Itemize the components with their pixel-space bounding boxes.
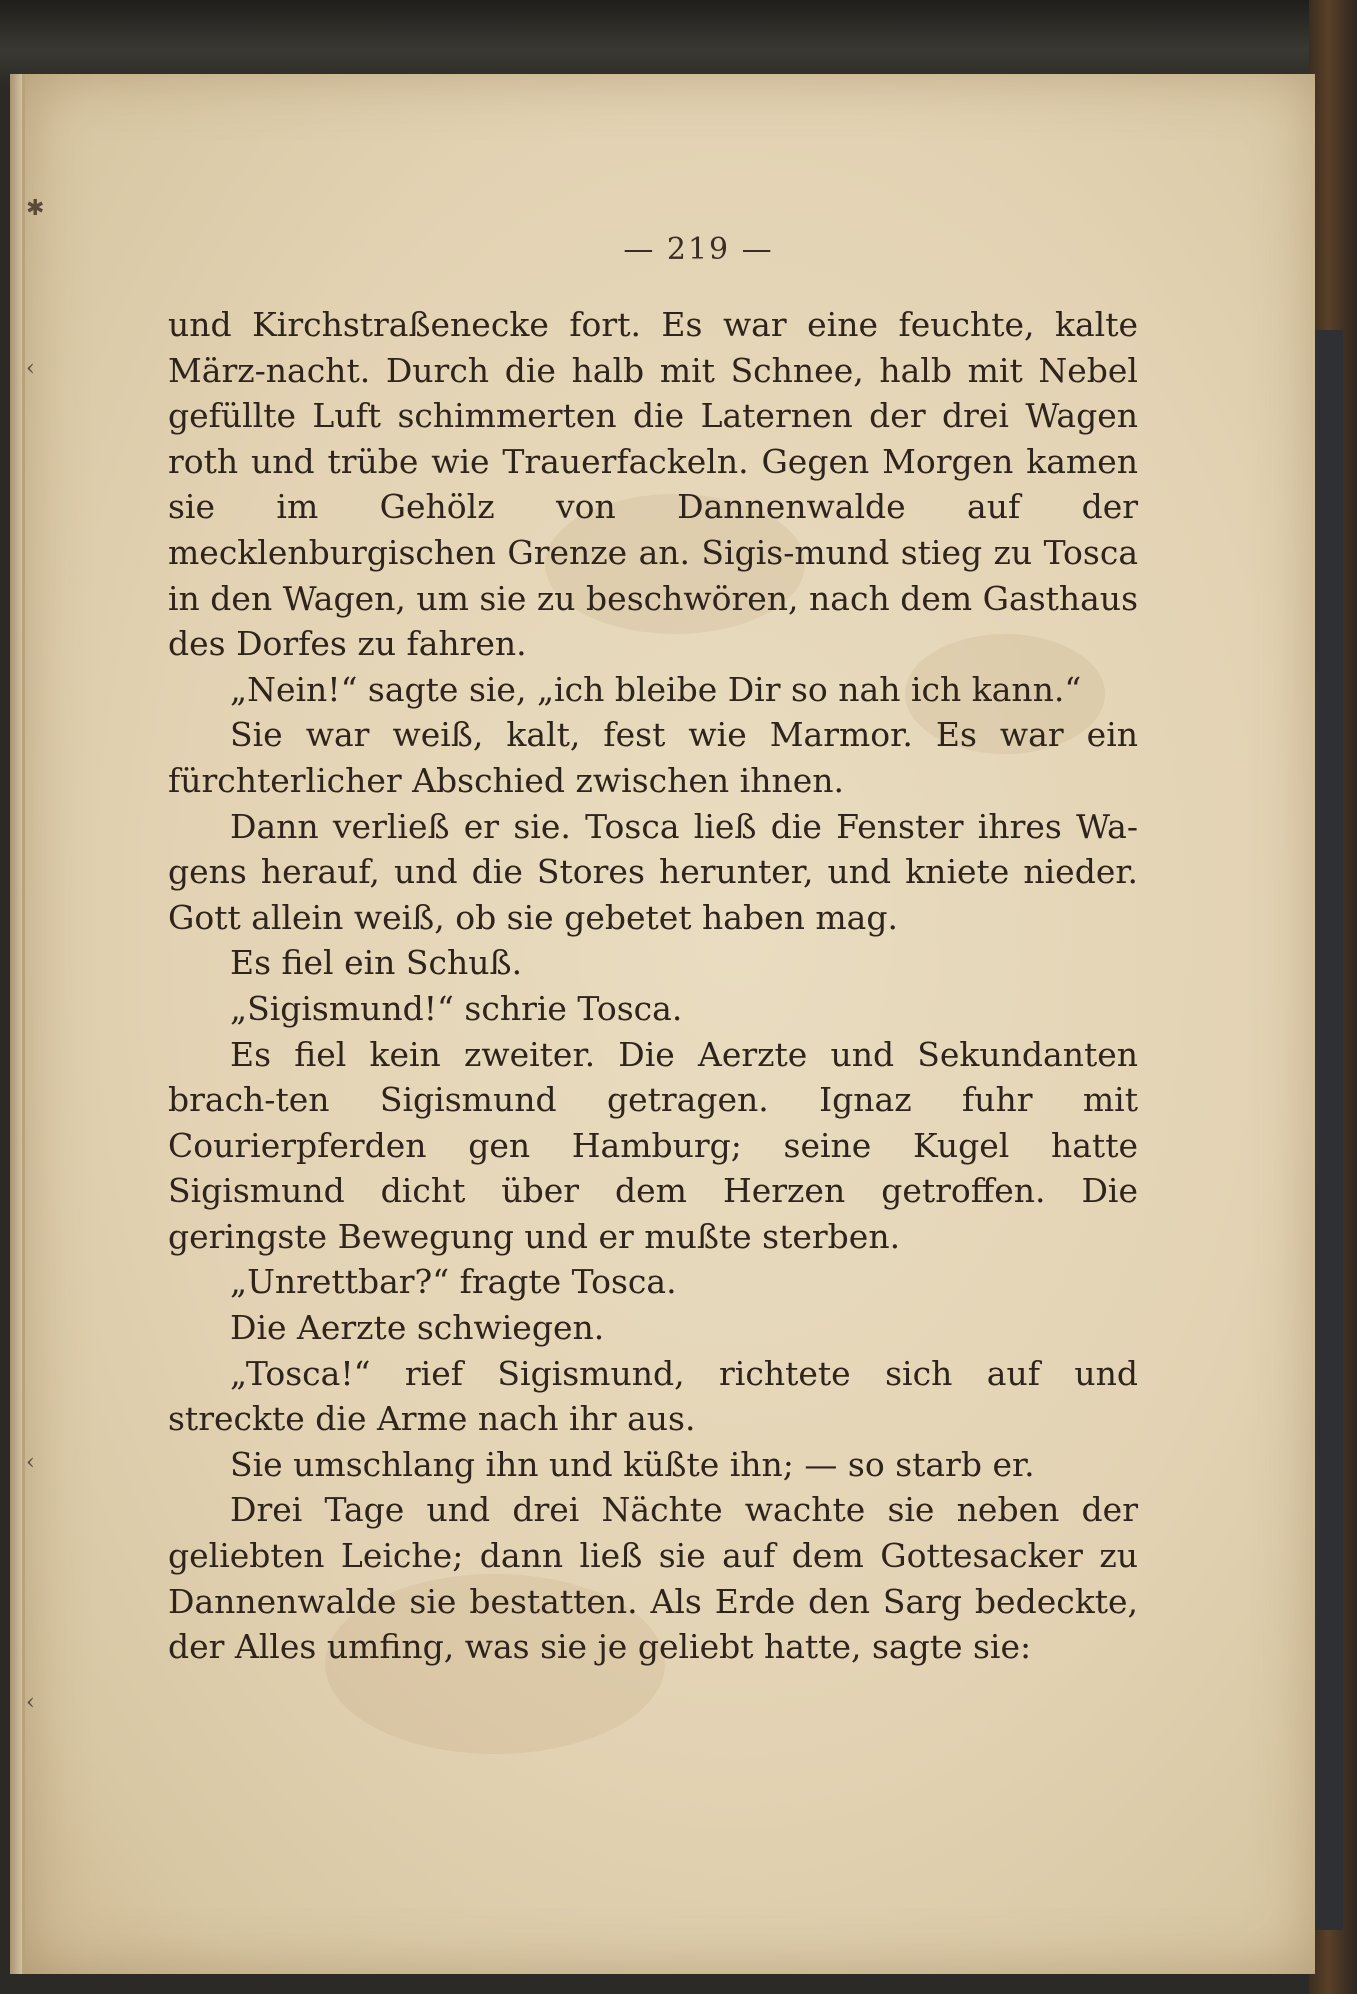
- paragraph: Sie umschlang ihn und küßte ihn; — so starb er.: [230, 1444, 1035, 1484]
- paragraph: Sie war weiß, kalt, fest wie Marmor. Es war ein fürchterlicher Abschied zwischen ihnen.: [168, 715, 1138, 800]
- paragraph: Es fiel kein zweiter. Die Aerzte und Sekundanten brach-ten Sigismund getragen. Ignaz fuhr mit Courierpferden gen Hamburg; seine Kugel hatte Sigismund dicht über dem Herzen getroffen. Die geringste Bewegung und er mußte sterben.: [168, 1034, 1138, 1256]
- paragraph: Dann verließ er sie. Tosca ließ die Fenster ihres Wa-gens herauf, und die Stores herunter, und kniete nieder. Gott allein weiß, ob sie gebetet haben mag.: [168, 806, 1138, 937]
- book-cover-edge: [1309, 0, 1357, 1994]
- margin-mark: ‹: [26, 1450, 35, 1475]
- page-number: — 219 —: [623, 232, 774, 267]
- cover-cloth: [1315, 330, 1343, 1930]
- margin-mark: ‹: [26, 1690, 35, 1715]
- margin-mark: ‹: [26, 356, 35, 381]
- paragraph: „Tosca!“ rief Sigismund, richtete sich auf und streckte die Arme nach ihr aus.: [168, 1353, 1138, 1439]
- paragraph: Es fiel ein Schuß.: [230, 943, 523, 983]
- paragraph: Die Aerzte schwiegen.: [230, 1308, 605, 1348]
- paragraph: „Unrettbar?“ fragte Tosca.: [230, 1262, 677, 1302]
- paragraph: Drei Tage und drei Nächte wachte sie neben der geliebten Leiche; dann ließ sie auf dem Gottesacker zu Dannenwalde sie bestatten. Als Erde den Sarg bedeckte, der Alles umfing, was sie je geliebt hatte, sagte sie:: [168, 1490, 1138, 1667]
- page-text: [168, 302, 1138, 1670]
- margin-mark: ✱: [26, 196, 45, 221]
- paragraph: „Sigismund!“ schrie Tosca.: [230, 988, 683, 1028]
- paragraph: und Kirchstraßenecke fort. Es war eine feuchte, kalte März-nacht. Durch die halb mit Schnee, halb mit Nebel gefüllte Luft schimmerten die Laternen der drei Wagen roth und trübe wie Trauerfackeln. Gegen Morgen kamen sie im Gehölz von Dannenwalde auf der mecklenburgischen Grenze an. Sigis-mund stieg zu Tosca in den Wagen, um sie zu beschwören, nach dem Gasthaus des Dorfes zu fahren.: [168, 305, 1138, 664]
- paragraph: „Nein!“ sagte sie, „ich bleibe Dir so nah ich kann.“: [230, 669, 1082, 709]
